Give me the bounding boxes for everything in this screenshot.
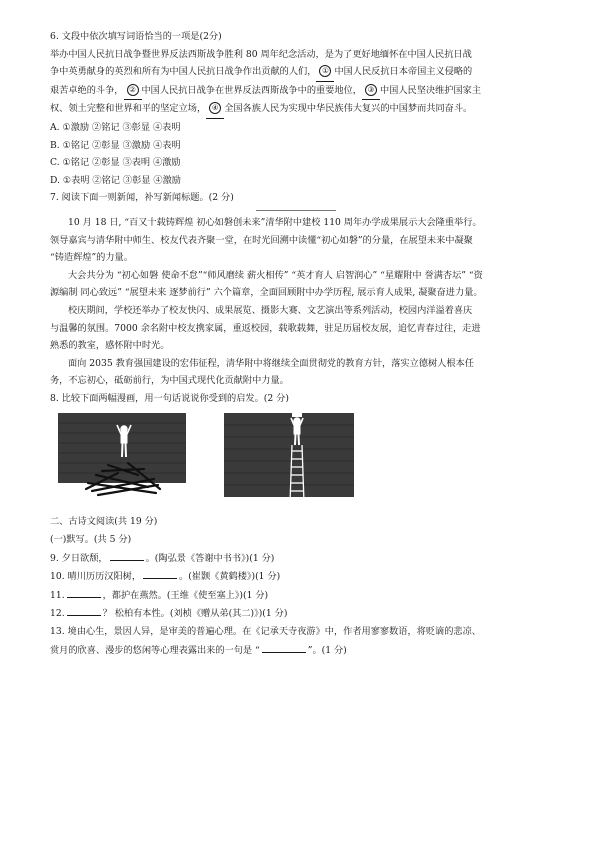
section-2-title: 二、古诗文阅读(共 19 分)	[50, 516, 158, 528]
q6-passage-line-3: 艰苦卓绝的斗争， ② 中国人民抗日战争在世界反法西斯战争中的重要地位， ③ 中国人民坚决维护国家主	[50, 82, 555, 101]
news-para-2-line-2: 源编制 同心致远” “展望未来 逐梦前行” 六个篇章，全面回顾附中办学历程, 展示育人成果, 凝聚奋进力量。	[50, 287, 483, 299]
blank-marker-3: ③	[365, 84, 377, 96]
news-para-3-line-3: 熟悉的教室，感怀附中时光。	[50, 340, 170, 352]
q8-title: 8. 比较下面两幅漫画，用一句话说说你受到的启发。(2 分)	[50, 392, 289, 404]
q6-passage-line-4: 权、领土完整和世界和平的坚定立场， ④ 全国各族人民为实现中华民族伟大复兴的中国梦而共同奋斗。	[50, 100, 555, 119]
news-para-4-line-1: 面向 2035 教育强国建设的宏伟征程，清华附中将继续全面贯彻党的教育方针，落实立德树人根本任	[68, 357, 474, 369]
news-para-3-line-2: 与温馨的氛围。7000 余名附中校友携家属，重返校园，载歌载舞，驻足历届校友展，追忆青春过往，走进	[50, 322, 481, 334]
q13-line-1: 13. 境由心生，景因人异，是审美的普遍心理。在《记承天寺夜游》中，作者用寥寥数语，将贬谪的悲凉、	[50, 626, 481, 638]
q11: 11. ，都护在燕然。(王维《使至塞上》)(1 分)	[50, 586, 555, 605]
comic-man-on-ladder	[224, 413, 354, 505]
q9-blank[interactable]	[110, 549, 144, 561]
q6-option-b[interactable]: B. ①铭记 ②彰显 ③激励 ④表明	[50, 139, 181, 151]
comic-man-on-pile	[58, 413, 186, 499]
q13-line-2: 赏月的欣喜、漫步的悠闲等心理表露出来的一句是 “ ”。(1 分)	[50, 641, 555, 660]
section-2-subtitle: (一)默写。(共 5 分)	[50, 534, 132, 546]
exam-page	[50, 28, 555, 659]
q6-passage-line-1: 举办中国人民抗日战争暨世界反法西斯战争胜利 80 周年纪念活动，是为了更好地缅怀在中国人民抗日战	[50, 48, 472, 60]
q10: 10. 晴川历历汉阳树， 。(崔颢《黄鹤楼》)(1 分)	[50, 567, 555, 586]
news-para-1-line-2: 领导嘉宾与清华附中师生、校友代表齐聚一堂，在时光回溯中读懂“初心如磐”的分量，在展望未来中凝聚	[50, 234, 473, 246]
q12-blank[interactable]	[67, 604, 101, 616]
news-para-1-line-1: 10 月 18 日, “百又十载铸辉煌 初心如磐创未来”清华附中建校 110 周年办学成果展示大会隆重举行。	[68, 216, 482, 228]
q10-blank[interactable]	[143, 567, 177, 579]
q13-blank[interactable]	[262, 641, 306, 653]
blank-marker-2: ②	[127, 84, 139, 96]
q9: 9. 夕日欲颓， 。(陶弘景《答谢中书书》)(1 分)	[50, 549, 555, 568]
news-para-4-line-2: 务，不忘初心，砥砺前行，为中国式现代化贡献附中力量。	[50, 375, 289, 387]
headline-answer-line[interactable]	[256, 210, 336, 211]
q7-title: 7. 阅读下面一则新闻，补写新闻标题。(2 分)	[50, 192, 234, 204]
q6-option-a[interactable]: A. ①激励 ②铭记 ③彰显 ④表明	[50, 121, 181, 133]
news-para-3-line-1: 校庆期间，学校还举办了校友快闪、成果展览、摄影大赛、文艺演出等系列活动，校园内洋溢着喜庆	[68, 304, 473, 316]
news-para-2-line-1: 大会共分为 “初心如磐 使命不怠”“师风磨续 薪火相传” “英才育人 启智润心” “星耀附中 誉满杏坛” “资	[68, 269, 483, 281]
q6-passage-line-2: 争中英勇献身的英烈和所有为中国人民抗日战争作出贡献的人们， ① 中国人民反抗日本帝国主义侵略的	[50, 63, 555, 82]
news-para-1-line-3: “铸造辉煌”的力量。	[50, 252, 133, 264]
blank-marker-4: ④	[209, 102, 221, 114]
q6-option-c[interactable]: C. ①铭记 ②彰显 ③表明 ④激励	[50, 157, 181, 169]
comic-pair	[50, 413, 555, 509]
q12: 12. ？ 松柏有本性。(刘桢《赠从弟(其二)》)(1 分)	[50, 604, 555, 623]
blank-marker-1: ①	[319, 65, 331, 77]
q6-option-d[interactable]: D. ①表明 ②铭记 ③彰显 ④激励	[50, 174, 181, 186]
q11-blank[interactable]	[67, 586, 101, 598]
q6-title: 6. 文段中依次填写词语恰当的一项是(2分)	[50, 31, 222, 42]
